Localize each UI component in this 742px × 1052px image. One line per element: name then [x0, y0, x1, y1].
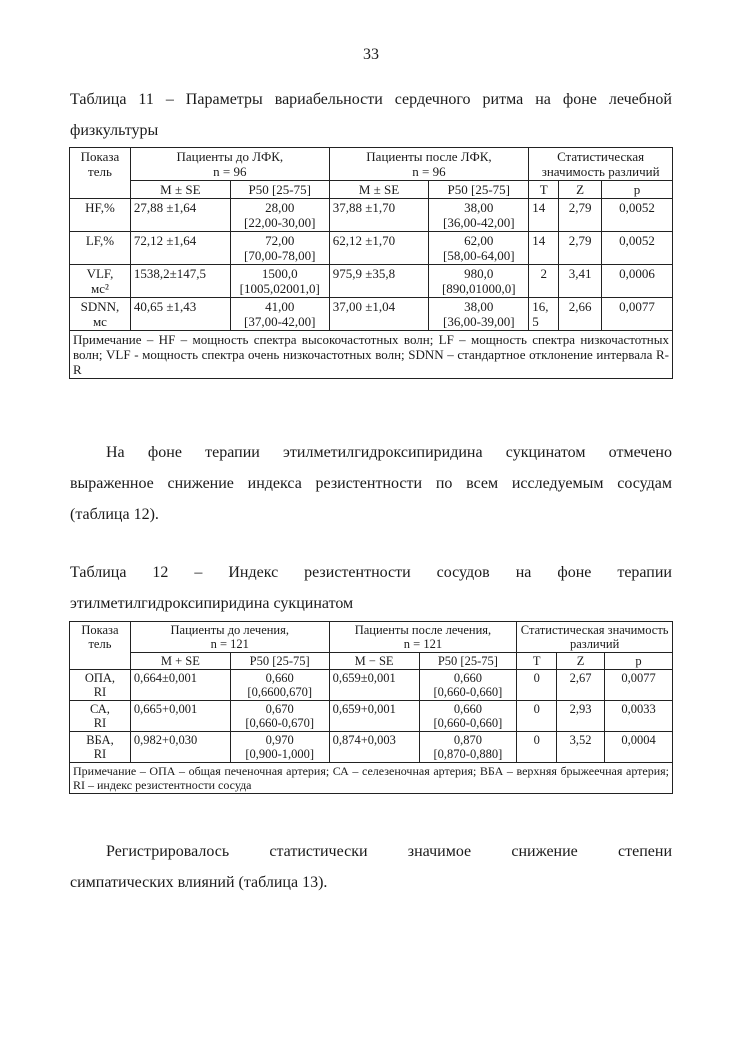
- table-12-header-row-2: [70, 653, 673, 670]
- cell-t: 0: [517, 732, 557, 763]
- table-row: [70, 232, 673, 265]
- cell-before-p50: 41,00 [37,00-42,00]: [230, 298, 329, 331]
- paragraph-1-line-2: выраженное снижение индекса резистентности по всем исследуемым сосудам: [70, 475, 672, 492]
- header-p: p: [602, 181, 673, 199]
- header-stat-significance: Статистическая значимость различий: [529, 148, 673, 181]
- cell-after-mse: 0,659+0,001: [329, 701, 419, 732]
- cell-after-p50: 0,870 [0,870-0,880]: [419, 732, 517, 763]
- cell-p: 0,0077: [602, 298, 673, 331]
- cell-before-mse: 0,665+0,001: [130, 701, 230, 732]
- header-indicator: Показа тель: [70, 622, 131, 670]
- cell-before-mse: 0,982+0,030: [130, 732, 230, 763]
- paragraph-2: [70, 836, 672, 898]
- row-indicator: LF,%: [70, 232, 131, 265]
- header-p50: P50 [25-75]: [429, 181, 529, 199]
- cell-after-p50: 980,0 [890,01000,0]: [429, 265, 529, 298]
- cell-z: 2,93: [557, 701, 605, 732]
- header-z: Z: [557, 653, 605, 670]
- header-group-after: Пациенты после лечения, n = 121: [329, 622, 517, 653]
- cell-after-mse: 62,12 ±1,70: [329, 232, 429, 265]
- header-p50: P50 [25-75]: [419, 653, 517, 670]
- header-indicator: Показа тель: [70, 148, 131, 199]
- cell-before-mse: 72,12 ±1,64: [130, 232, 230, 265]
- header-p50: P50 [25-75]: [230, 181, 329, 199]
- table-12-header-row-1: [70, 622, 673, 653]
- cell-t: 0: [517, 670, 557, 701]
- cell-p: 0,0006: [602, 265, 673, 298]
- table-11-note-row: [70, 331, 673, 379]
- row-indicator: VLF, мс²: [70, 265, 131, 298]
- header-mse: M ± SE: [130, 181, 230, 199]
- cell-p: 0,0004: [605, 732, 673, 763]
- header-group-before: Пациенты до ЛФК, n = 96: [130, 148, 329, 181]
- table-row: [70, 701, 673, 732]
- cell-z: 3,52: [557, 732, 605, 763]
- cell-after-mse: 37,00 ±1,04: [329, 298, 429, 331]
- cell-p: 0,0052: [602, 199, 673, 232]
- paragraph-1-line-3: (таблица 12).: [70, 506, 159, 523]
- cell-before-mse: 1538,2±147,5: [130, 265, 230, 298]
- table-row: [70, 670, 673, 701]
- row-indicator: SDNN, мс: [70, 298, 131, 331]
- cell-p: 0,0052: [602, 232, 673, 265]
- cell-t: 2: [529, 265, 559, 298]
- cell-z: 3,41: [559, 265, 602, 298]
- table-12-note-row: [70, 763, 673, 794]
- cell-before-mse: 27,88 ±1,64: [130, 199, 230, 232]
- table-12-caption-line-2: этилметилгидроксипиридина сукцинатом: [70, 595, 354, 612]
- row-indicator: ВБА, RI: [70, 732, 131, 763]
- cell-p: 0,0077: [605, 670, 673, 701]
- cell-after-mse: 0,874+0,003: [329, 732, 419, 763]
- cell-after-p50: 0,660 [0,660-0,660]: [419, 701, 517, 732]
- table-row: [70, 265, 673, 298]
- cell-z: 2,79: [559, 232, 602, 265]
- header-p: p: [605, 653, 673, 670]
- cell-z: 2,66: [559, 298, 602, 331]
- table-row: [70, 298, 673, 331]
- paragraph-1-line-1: На фоне терапии этилметилгидроксипиридина сукцинатом отмечено: [106, 444, 672, 461]
- header-group-after: Пациенты после ЛФК, n = 96: [329, 148, 529, 181]
- cell-z: 2,67: [557, 670, 605, 701]
- cell-z: 2,79: [559, 199, 602, 232]
- cell-before-mse: 0,664±0,001: [130, 670, 230, 701]
- cell-before-mse: 40,65 ±1,43: [130, 298, 230, 331]
- header-mse: M ± SE: [329, 181, 429, 199]
- header-stat-significance: Статистическая значимость различий: [517, 622, 673, 653]
- paragraph-2-line-2: симпатических влияний (таблица 13).: [70, 874, 328, 891]
- cell-p: 0,0033: [605, 701, 673, 732]
- header-after-mse: M − SE: [329, 653, 419, 670]
- cell-t: 14: [529, 232, 559, 265]
- cell-after-p50: 38,00 [36,00-39,00]: [429, 298, 529, 331]
- table-11-caption: [70, 84, 672, 146]
- table-11: [69, 147, 673, 379]
- table-11-header-row-1: [70, 148, 673, 181]
- table-12-caption: [70, 557, 672, 619]
- table-row: [70, 732, 673, 763]
- table-12: [69, 621, 673, 794]
- row-indicator: СА, RI: [70, 701, 131, 732]
- cell-t: 0: [517, 701, 557, 732]
- cell-before-p50: 0,660 [0,6600,670]: [230, 670, 329, 701]
- header-p50: P50 [25-75]: [230, 653, 329, 670]
- header-z: Z: [559, 181, 602, 199]
- cell-after-p50: 62,00 [58,00-64,00]: [429, 232, 529, 265]
- row-indicator: ОПА, RI: [70, 670, 131, 701]
- table-12-note: Примечание – ОПА – общая печеночная артерия; СА – селезеночная артерия; ВБА – верхняя брыжеечная артерия; RI – индекс резистентности сосуда: [70, 763, 673, 794]
- page-number: 33: [363, 46, 379, 63]
- header-t: T: [529, 181, 559, 199]
- table-11-caption-line-1: Таблица 11 – Параметры вариабельности сердечного ритма на фоне лечебной: [70, 91, 672, 108]
- table-12-caption-line-1: Таблица 12 – Индекс резистентности сосудов на фоне терапии: [70, 564, 672, 581]
- table-11-note: Примечание – HF – мощность спектра высокочастотных волн; LF – мощность спектра низкочастотных волн; VLF - мощность спектра очень низкочастотных волн; SDNN – стандартное отклонение интервала R-R: [70, 331, 673, 379]
- cell-before-p50: 0,970 [0,900-1,000]: [230, 732, 329, 763]
- cell-after-mse: 0,659±0,001: [329, 670, 419, 701]
- header-t: T: [517, 653, 557, 670]
- cell-t: 16, 5: [529, 298, 559, 331]
- cell-after-mse: 975,9 ±35,8: [329, 265, 429, 298]
- header-before-mse: M + SE: [130, 653, 230, 670]
- cell-after-mse: 37,88 ±1,70: [329, 199, 429, 232]
- row-indicator: HF,%: [70, 199, 131, 232]
- table-11-header-row-2: [70, 181, 673, 199]
- cell-before-p50: 72,00 [70,00-78,00]: [230, 232, 329, 265]
- cell-after-p50: 38,00 [36,00-42,00]: [429, 199, 529, 232]
- cell-after-p50: 0,660 [0,660-0,660]: [419, 670, 517, 701]
- cell-before-p50: 0,670 [0,660-0,670]: [230, 701, 329, 732]
- table-row: [70, 199, 673, 232]
- paragraph-2-line-1: Регистрировалось статистически значимое снижение степени: [106, 843, 672, 860]
- cell-t: 14: [529, 199, 559, 232]
- table-11-caption-line-2: физкультуры: [70, 122, 159, 139]
- header-group-before: Пациенты до лечения, n = 121: [130, 622, 329, 653]
- paragraph-1: [70, 437, 672, 530]
- cell-before-p50: 28,00 [22,00-30,00]: [230, 199, 329, 232]
- cell-before-p50: 1500,0 [1005,02001,0]: [230, 265, 329, 298]
